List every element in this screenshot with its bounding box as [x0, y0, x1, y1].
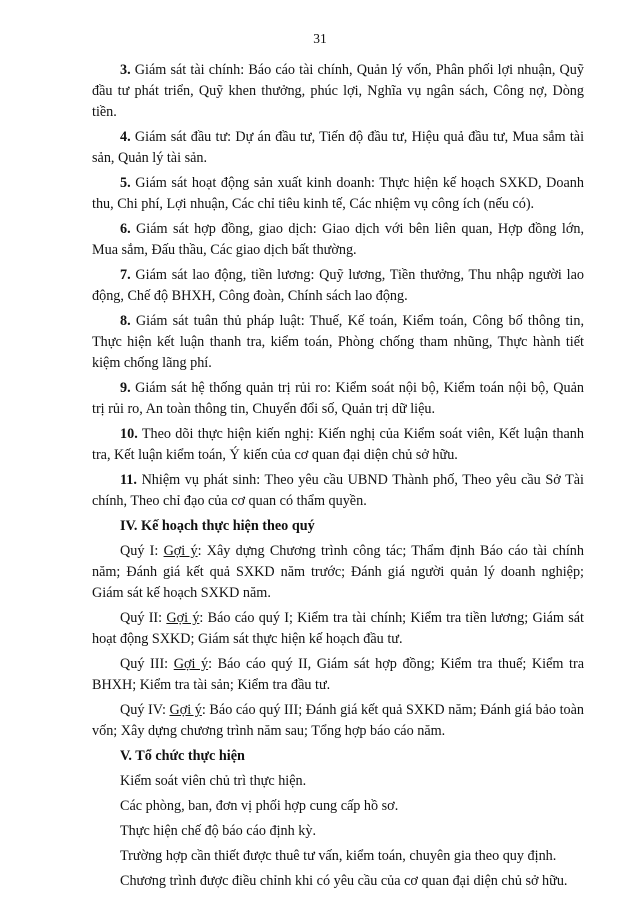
page-number: 31 — [313, 31, 327, 46]
hint-label: Gợi ý — [169, 702, 202, 718]
hint-label: Gợi ý — [166, 610, 200, 626]
item-number: 7. — [120, 267, 131, 283]
quarter-text: : Báo cáo quý I; Kiểm tra tài chính; Kiểm tra tiền lương; Giám sát hoạt động SXKD; Giám sát thực hiện kế hoạch đầu tư. — [92, 610, 584, 647]
item-text: Giám sát lao động, tiền lương: Quỹ lương, Tiền thưởng, Thu nhập người lao động, Chế độ BHXH, Công đoàn, Chính sách lao động. — [92, 267, 584, 304]
section-heading-v: V. Tổ chức thực hiện — [120, 748, 245, 764]
list-item-4 — [92, 127, 584, 169]
item-text: Giám sát hệ thống quản trị rủi ro: Kiểm soát nội bộ, Kiểm toán nội bộ, Quản trị rủi ro, An toàn thông tin, Chuyển đổi số, Quản trị dữ liệu. — [92, 380, 584, 417]
implementation-line: Chương trình được điều chỉnh khi có yêu cầu của cơ quan đại diện chủ sở hữu. — [120, 873, 568, 889]
quarter-label: Quý III: — [120, 656, 174, 672]
item-text: Giám sát đầu tư: Dự án đầu tư, Tiến độ đầu tư, Hiệu quả đầu tư, Mua sắm tài sản, Quản lý tài sản. — [92, 129, 585, 166]
item-text: Giám sát tuân thủ pháp luật: Thuế, Kế toán, Kiểm toán, Công bố thông tin, Thực hiện kết luận thanh tra, kiểm toán, Phòng chống tham nhũng, Thực hành tiết kiệm chống lãng phí. — [92, 313, 584, 371]
item-number: 10. — [120, 426, 138, 442]
list-item-6 — [92, 219, 584, 261]
list-item-7 — [92, 265, 584, 307]
item-number: 9. — [120, 380, 131, 396]
implementation-line: Các phòng, ban, đơn vị phối hợp cung cấp hồ sơ. — [120, 798, 399, 814]
implementation-line: Thực hiện chế độ báo cáo định kỳ. — [120, 823, 317, 839]
hint-label: Gợi ý — [173, 656, 209, 672]
list-item-10 — [92, 424, 584, 466]
item-number: 8. — [120, 313, 131, 329]
item-number: 4. — [120, 129, 131, 145]
hint-label: Gợi ý — [163, 543, 198, 559]
quarter-label: Quý II: — [120, 610, 167, 626]
item-text: Nhiệm vụ phát sinh: Theo yêu cầu UBND Thành phố, Theo yêu cầu Sở Tài chính, Theo chỉ đạo của cơ quan có thẩm quyền. — [92, 472, 585, 509]
list-item-3 — [92, 60, 584, 123]
section-heading-iv: IV. Kế hoạch thực hiện theo quý — [120, 518, 315, 534]
quarter-text: : Báo cáo quý III; Đánh giá kết quả SXKD năm; Đánh giá bảo toàn vốn; Xây dựng chương trình năm sau; Tổng hợp báo cáo năm. — [92, 702, 584, 739]
item-number: 5. — [120, 175, 131, 191]
quarter-4 — [92, 700, 584, 742]
quarter-label: Quý IV: — [120, 702, 170, 718]
quarter-1 — [92, 541, 584, 604]
list-item-9 — [92, 378, 584, 420]
item-number: 11. — [120, 472, 137, 488]
list-item-11 — [92, 470, 584, 512]
item-number: 3. — [120, 62, 131, 78]
quarter-text: : Xây dựng Chương trình công tác; Thẩm định Báo cáo tài chính năm; Đánh giá kết quả SXKD năm trước; Đánh giá người quản lý doanh nghiệp; Giám sát kế hoạch SXKD năm. — [92, 543, 584, 601]
list-item-5 — [92, 173, 584, 215]
item-text: Giám sát hợp đồng, giao dịch: Giao dịch với bên liên quan, Hợp đồng lớn, Mua sắm, Đấu thầu, Các giao dịch bất thường. — [92, 221, 585, 258]
document-body — [92, 60, 584, 896]
quarter-2 — [92, 608, 584, 650]
item-text: Theo dõi thực hiện kiến nghị: Kiến nghị của Kiểm soát viên, Kết luận thanh tra, Kết luận kiểm toán, Ý kiến của cơ quan đại diện chủ sở hữu. — [92, 426, 584, 463]
quarter-3 — [92, 654, 584, 696]
implementation-line: Trường hợp cần thiết được thuê tư vấn, kiểm toán, chuyên gia theo quy định. — [120, 848, 557, 864]
item-text: Giám sát tài chính: Báo cáo tài chính, Quản lý vốn, Phân phối lợi nhuận, Quỹ đầu tư phát triển, Quỹ khen thưởng, phúc lợi, Nghĩa vụ ngân sách, Công nợ, Dòng tiền. — [92, 62, 584, 120]
quarter-text: : Báo cáo quý II, Giám sát hợp đồng; Kiểm tra thuế; Kiểm tra BHXH; Kiểm tra tài sản; Kiểm tra đầu tư. — [92, 656, 584, 693]
list-item-8 — [92, 311, 584, 374]
quarter-label: Quý I: — [120, 543, 164, 559]
implementation-line: Kiểm soát viên chủ trì thực hiện. — [120, 773, 307, 789]
item-text: Giám sát hoạt động sản xuất kinh doanh: Thực hiện kế hoạch SXKD, Doanh thu, Chi phí, Lợi nhuận, Các chỉ tiêu kinh tế, Các nhiệm vụ công ích (nếu có). — [92, 175, 584, 212]
item-number: 6. — [120, 221, 131, 237]
